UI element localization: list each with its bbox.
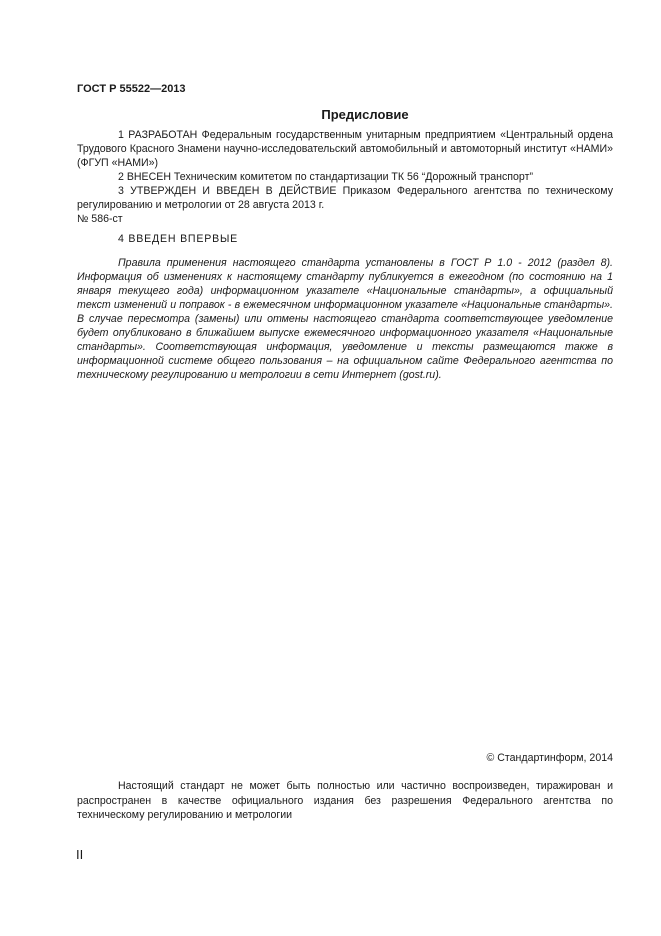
page-title: Предисловие bbox=[321, 107, 409, 122]
application-rules bbox=[77, 256, 613, 382]
preface-item-4: 4 ВВЕДЕН ВПЕРВЫЕ bbox=[118, 233, 238, 245]
copyright-notice: © Стандартинформ, 2014 bbox=[486, 752, 613, 764]
preface-item-1: 1 РАЗРАБОТАН Федеральным государственным унитарным предприятием «Центральный ордена Трудового Красного Знамени научно-исследовательский автомобильный и автомоторный институт «НАМИ» (ФГУП «НАМИ») bbox=[77, 129, 613, 169]
application-rules-text: Правила применения настоящего стандарта установлены в ГОСТ Р 1.0 - 2012 (раздел 8). Информация об изменениях к настоящему стандарту публикуется в ежегодном (по состоянию на 1 января текущего года) информационном указателе «Национальные стандарты», а официальный текст изменений и поправок - в ежемесячном информационном указателе «Национальные стандарты». В случае пересмотра (замены) или отмены настоящего стандарта соответствующее уведомление будет опубликовано в ближайшем выпуске ежемесячного информационного указателя «Национальные стандарты». Соответствующая информация, уведомление и тексты размещаются также в информационной системе общего пользования – на официальном сайте Федерального агентства по техническому регулированию и метрологии в сети Интернет (gost.ru). bbox=[77, 257, 613, 381]
preface-items bbox=[77, 128, 613, 226]
page-number: II bbox=[76, 847, 84, 862]
preface-item-3: 3 УТВЕРЖДЕН И ВВЕДЕН В ДЕЙСТВИЕ Приказом Федерального агентства по техническому регулированию и метрологии от 28 августа 2013 г. bbox=[77, 185, 613, 211]
order-number: № 586-ст bbox=[77, 213, 123, 225]
reproduction-notice-text: Настоящий стандарт не может быть полностью или частично воспроизведен, тиражирован и распространен в качестве официального издания без разрешения Федерального агентства по техническому регулированию и метрологии bbox=[77, 780, 613, 821]
document-header: ГОСТ Р 55522—2013 bbox=[77, 83, 186, 95]
preface-item-2: 2 ВНЕСЕН Техническим комитетом по стандартизации ТК 56 “Дорожный транспорт” bbox=[118, 171, 533, 183]
preface-item-4-block bbox=[77, 232, 613, 246]
reproduction-notice bbox=[77, 779, 613, 823]
